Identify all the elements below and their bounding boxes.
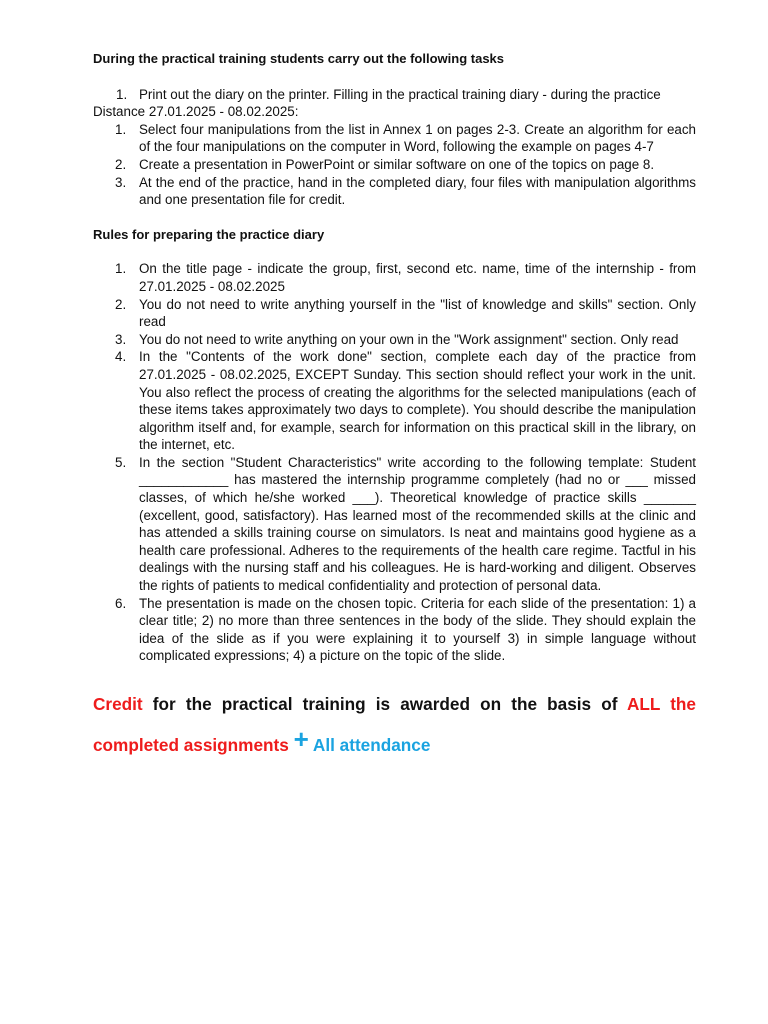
intro-line1: Print out the diary on the printer. Filling in the practical training diary - during the practice bbox=[139, 86, 661, 102]
item-text: Select four manipulations from the list in Annex 1 on pages 2-3. Create an algorithm for each of the four manipulations on the computer in Word, following the example on pages 4-7 bbox=[139, 121, 696, 155]
item-text: You do not need to write anything on your own in the "Work assignment" section. Only read bbox=[139, 331, 679, 347]
item-text: On the title page - indicate the group, first, second etc. name, time of the internship - from 27.01.2025 - 08.02.2025 bbox=[139, 261, 696, 294]
item-text: You do not need to write anything yourself in the "list of knowledge and skills" section. Only read bbox=[139, 296, 696, 330]
rules-list bbox=[93, 260, 696, 665]
list-item bbox=[93, 331, 696, 349]
rules-heading: Rules for preparing the practice diary bbox=[93, 226, 325, 242]
credit-note bbox=[93, 685, 696, 764]
tasks-list bbox=[93, 121, 696, 209]
item-text: The presentation is made on the chosen topic. Criteria for each slide of the presentation: 1) a clear title; 2) no more than three sentences in the body of the slide. They should explain the idea of the slide as if you were explaining it to yourself 3) in simple language without complicated expressions; 4) a picture on the topic of the slide. bbox=[139, 595, 696, 664]
list-item bbox=[93, 121, 696, 156]
item-text: In the section "Student Characteristics" write according to the following template: Student ____________ has mastered the internship programme completely (had no or ___ missed classes, of which he/she worked ___). Theoretical knowledge of practice skills _______ (excellent, good, satisfactory). Has learned most of the recommended skills at the clinic and has attended a skills training course on simulators. Is neat and maintains good hygiene as a health care professional. Adheres to the requirements of the health care regime. Tactful in his dealings with the nursing staff and his colleagues. He is hard-working and diligent. Observes the rights of patients to medical confidentiality and protection of personal data. bbox=[139, 454, 696, 594]
list-item bbox=[93, 454, 696, 595]
credit-attendance-text: All attendance bbox=[312, 735, 431, 755]
item-number: 6. bbox=[115, 595, 127, 611]
document-page bbox=[93, 50, 696, 764]
item-number: 2. bbox=[115, 156, 127, 172]
list-item bbox=[93, 156, 696, 174]
item-text: In the "Contents of the work done" section, complete each day of the practice from 27.01.2025 - 08.02.2025, EXCEPT Sunday. This section should reflect your work in the unit. You also reflect the process of creating the algorithms for the selected manipulations (each of these items takes approximately two days to complete). You should describe the manipulation algorithm itself and, for example, search for information on this practical skill in the library, on the internet, etc. bbox=[139, 349, 696, 453]
item-text: At the end of the practice, hand in the completed diary, four files with manipulation algorithms and one presentation file for credit. bbox=[139, 174, 696, 208]
plus-icon: + bbox=[293, 724, 309, 754]
list-item bbox=[93, 296, 696, 331]
list-item bbox=[93, 595, 696, 665]
item-number: 2. bbox=[115, 296, 127, 312]
intro-item bbox=[93, 86, 696, 104]
item-number: 5. bbox=[115, 454, 127, 470]
list-item bbox=[93, 348, 696, 454]
intro-number: 1. bbox=[116, 86, 128, 102]
credit-word: Credit bbox=[93, 694, 143, 714]
item-number: 1. bbox=[115, 261, 127, 277]
list-item bbox=[93, 260, 696, 295]
credit-assignments-text: ALL the completed assignments bbox=[93, 694, 696, 755]
intro-line2: Distance 27.01.2025 - 08.02.2025: bbox=[93, 104, 299, 120]
item-number: 3. bbox=[115, 331, 127, 347]
tasks-heading: During the practical training students carry out the following tasks bbox=[93, 51, 505, 66]
item-number: 4. bbox=[115, 349, 127, 365]
credit-middle-text: for the practical training is awarded on the basis of bbox=[142, 694, 627, 714]
item-number: 3. bbox=[115, 174, 127, 190]
item-number: 1. bbox=[115, 121, 127, 137]
item-text: Create a presentation in PowerPoint or similar software on one of the topics on page 8. bbox=[139, 156, 655, 172]
list-item bbox=[93, 174, 696, 209]
